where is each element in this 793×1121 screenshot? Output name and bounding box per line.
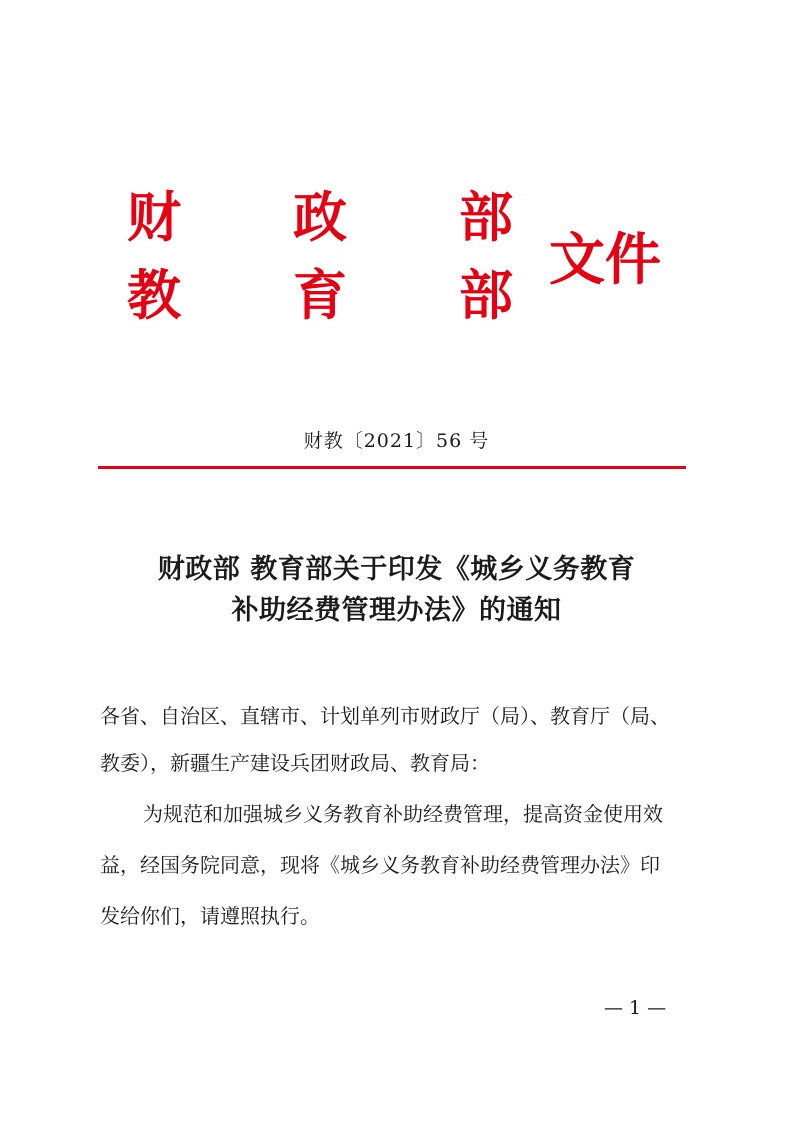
body-line-3: 发给你们，请遵照执行。 [100,904,320,928]
body-line-2: 益，经国务院同意，现将《城乡义务教育补助经费管理办法》印 [100,853,660,877]
letterhead-char: 政 [293,185,347,249]
document-title-line-1: 财政部 教育部关于印发《城乡义务教育 [157,554,636,585]
document-title-line-2: 补助经费管理办法》的通知 [231,595,562,626]
letterhead-char: 部 [459,263,513,327]
letterhead-suffix: 文件 [549,227,661,293]
red-divider [98,466,686,469]
letterhead-char: 部 [459,185,513,249]
letterhead-char: 教 [127,263,181,327]
addressee-line-1: 各省、自治区、直辖市、计划单列市财政厅（局）、教育厅（局、 [100,704,670,728]
body-line-1: 为规范和加强城乡义务教育补助经费管理，提高资金使用效 [143,802,663,826]
page-number: — 1 — [604,997,667,1019]
addressee-line-2: 教委），新疆生产建设兵团财政局、教育局： [100,751,490,775]
letterhead-char: 育 [293,263,347,327]
letterhead-char: 财 [127,185,181,249]
document-number: 财教〔2021〕56 号 [303,430,490,452]
